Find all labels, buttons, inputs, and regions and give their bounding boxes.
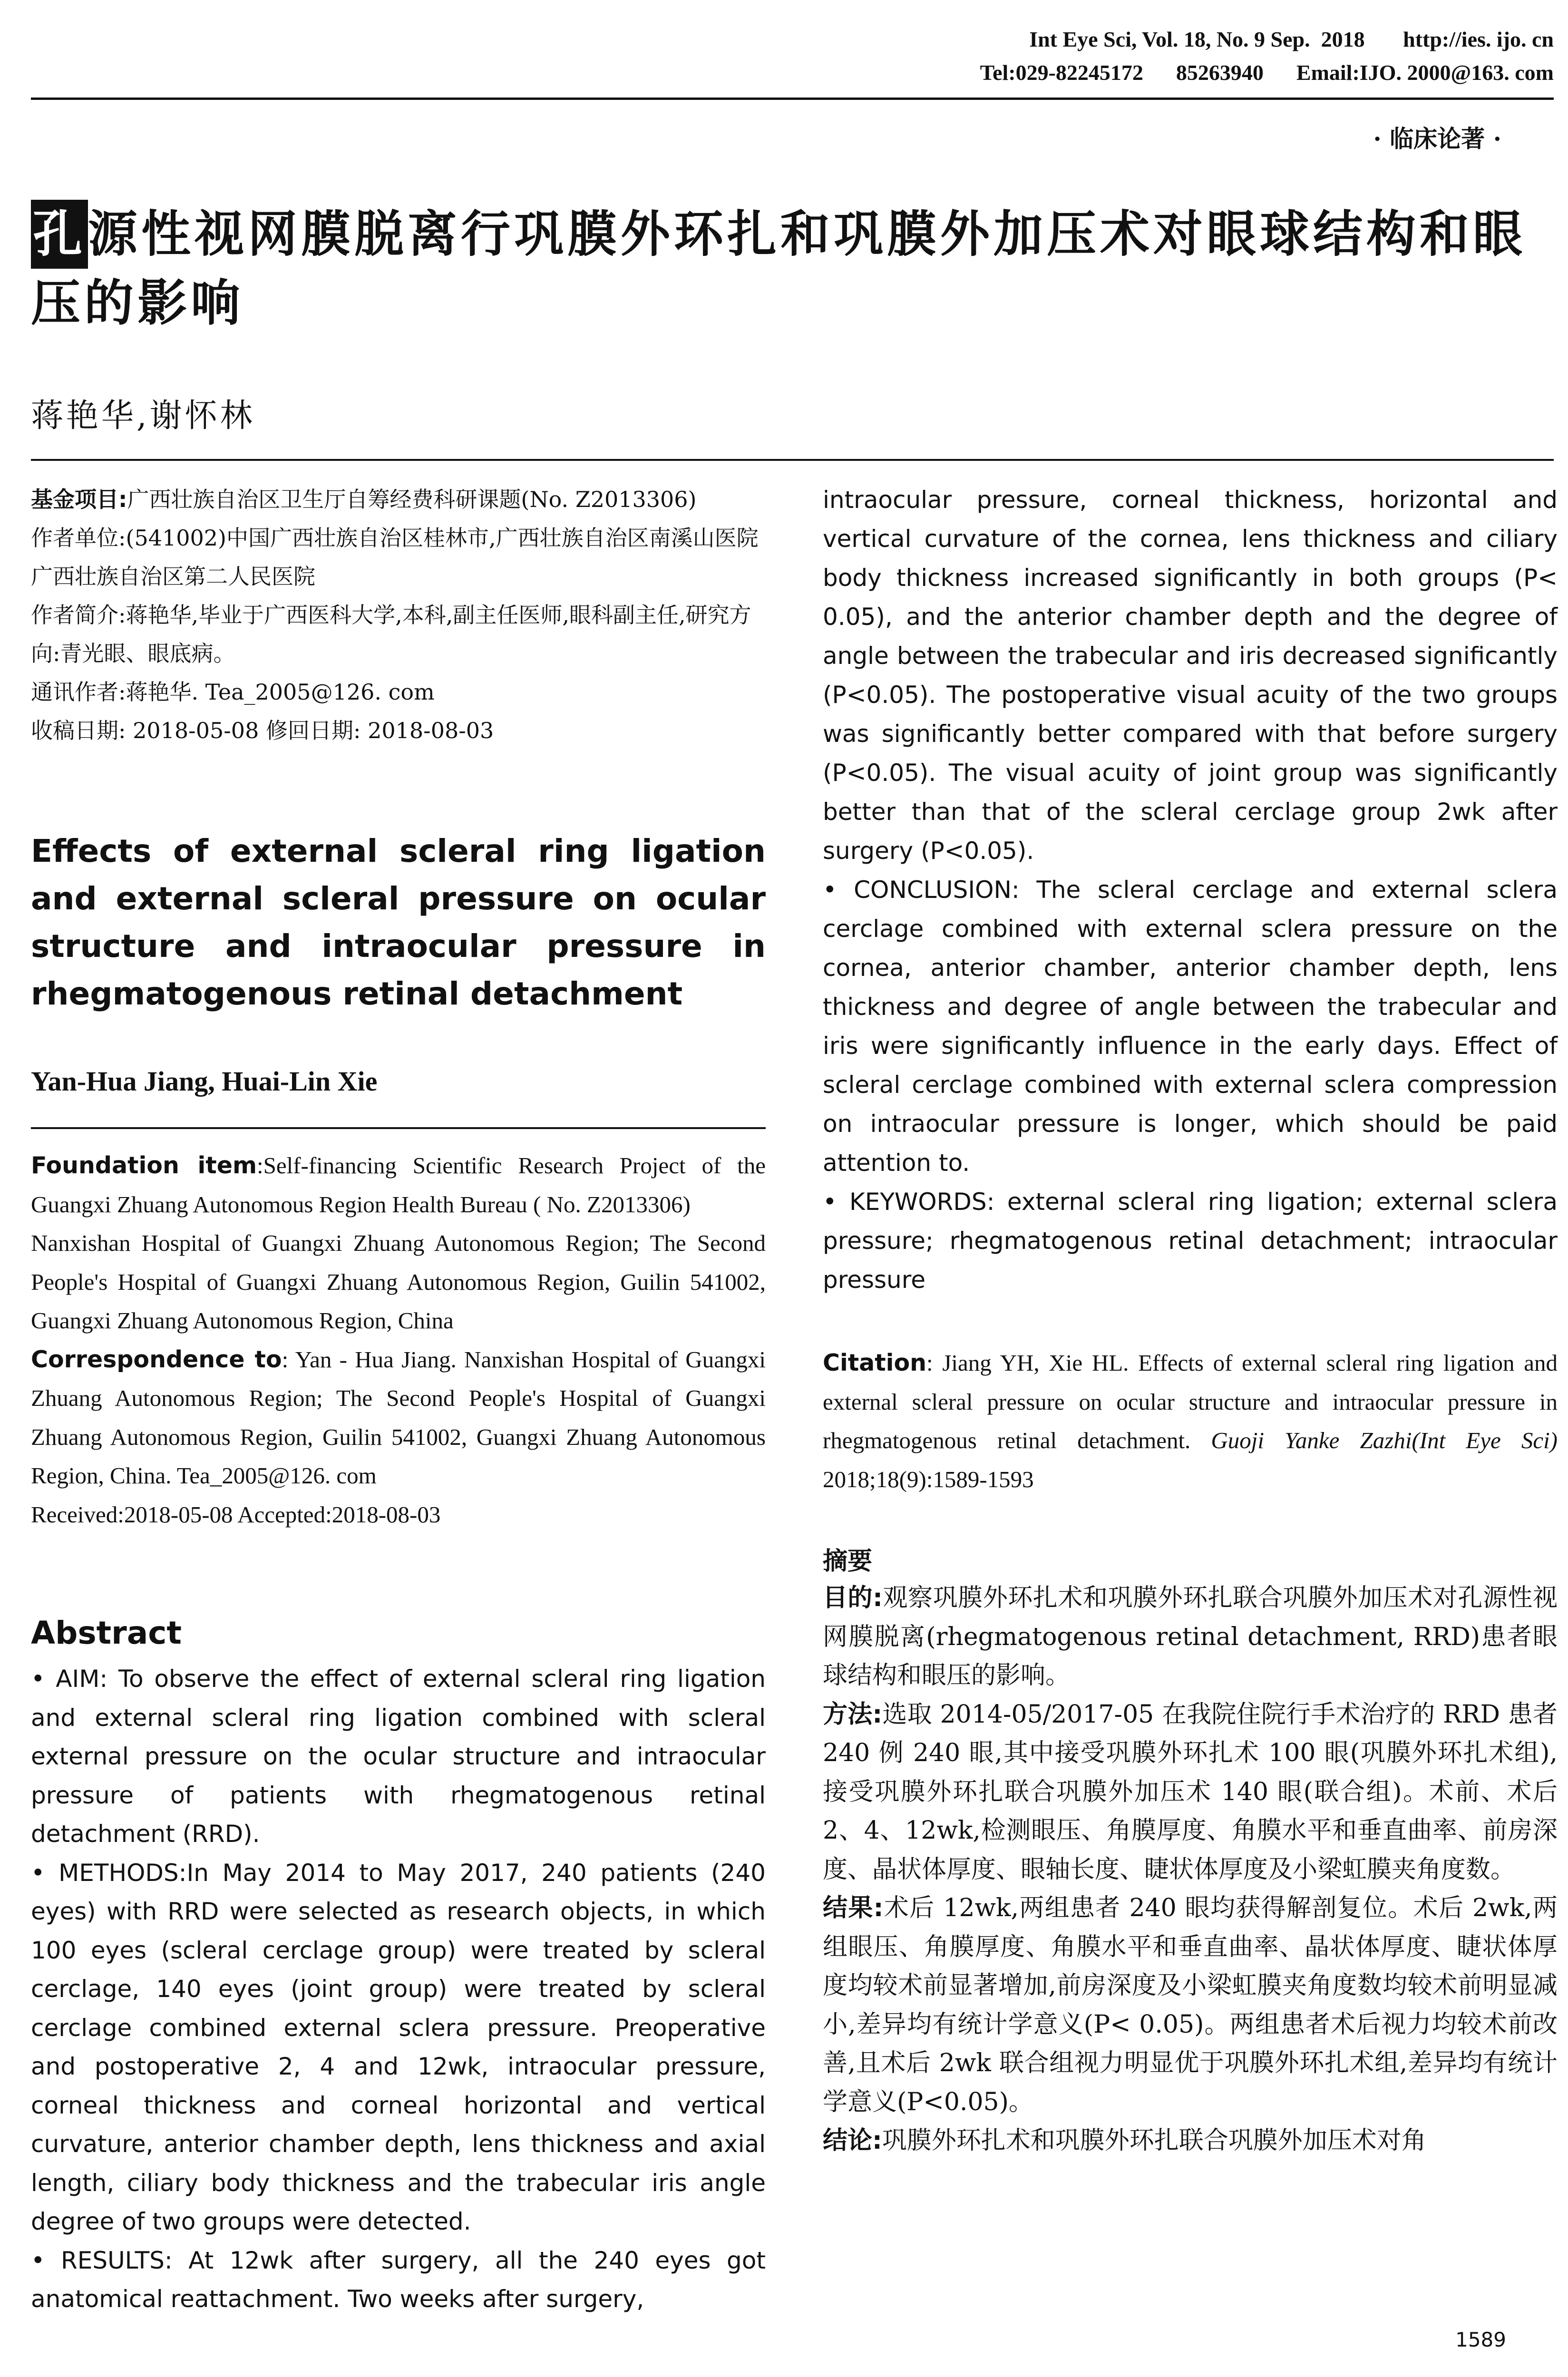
cn-objective-label: 目的: bbox=[823, 1584, 883, 1612]
citation-ref: 2018;18(9):1589-1593 bbox=[823, 1466, 1034, 1492]
page-number: 1589 bbox=[1455, 2328, 1506, 2351]
foundation-label: Foundation item bbox=[31, 1152, 257, 1179]
correspondence-text: : Yan - Hua Jiang. Nanxishan Hospital of Guangxi Zhuang Autonomous Region; The Second People's Hospital of Guangxi Zhuang Autonomous Region, Guilin 541002, Guangxi Zhuang Autonomous Region, China. Tea_2005@126. com bbox=[31, 1346, 766, 1489]
cn-objective: 观察巩膜外环扎术和巩膜外环扎联合巩膜外加压术对孔源性视网膜脱离(rhegmatogenous retinal detachment, RRD)患者眼球结构和眼压的影响。 bbox=[823, 1584, 1558, 1690]
abstract-methods: • METHODS:In May 2014 to May 2017, 240 patients (240 eyes) with RRD were selected as research objects, in which 100 eyes (scleral cerclage group) were treated by scleral cerclage, 140 eyes (joint group) were treated by scleral cerclage combined external sclera pressure. Preoperative and postoperative 2, 4 and 12wk, intraocular pressure, corneal thickness and corneal horizontal and vertical curvature, anterior chamber depth, lens thickness and axial length, ciliary body thickness and the trabecular iris angle degree of two groups were detected. bbox=[31, 1859, 766, 2235]
cn-abstract bbox=[823, 1579, 1558, 2161]
correspondence-label: Correspondence to bbox=[31, 1345, 282, 1373]
abstract-left bbox=[31, 1660, 766, 2319]
authors-cn: 蒋艳华,谢怀林 bbox=[31, 397, 255, 435]
corresponding-author: 通讯作者:蒋艳华. Tea_2005@126. com bbox=[31, 679, 435, 705]
dates-en: Received:2018-05-08 Accepted:2018-08-03 bbox=[31, 1501, 441, 1528]
abstract-right bbox=[823, 480, 1558, 1299]
authors-rule bbox=[31, 1127, 766, 1129]
cn-conclusion: 巩膜外环扎术和巩膜外环扎联合巩膜外加压术对角 bbox=[882, 2126, 1426, 2155]
cn-method: 选取 2014-05/2017-05 在我院住院行手术治疗的 RRD 患者 240 例 240 眼,其中接受巩膜外环扎术 100 眼(巩膜外环扎术组),接受巩膜外环扎联合巩膜外加压术 140 眼(联合组)。术前、术后 2、4、12wk,检测眼压、角膜厚度、角膜水平和垂直曲率、前房深度、晶状体厚度、眼轴长度、睫状体厚度及小梁虹膜夹角度数。 bbox=[823, 1700, 1558, 1884]
affiliation-en: Nanxishan Hospital of Guangxi Zhuang Autonomous Region; The Second People's Hospital of Guangxi Zhuang Autonomous Region, Guilin 541002, Guangxi Zhuang Autonomous Region, China bbox=[31, 1230, 766, 1334]
citation-label: Citation bbox=[823, 1349, 927, 1376]
paper-title-cn bbox=[31, 200, 1558, 338]
citation-text: : Jiang YH, Xie HL. Effects of external scleral ring ligation and external scleral pressure on ocular structure and intraocular pressure in rhegmatogenous retinal detachment. bbox=[823, 1350, 1558, 1453]
abstract-conclusion: • CONCLUSION: The scleral cerclage and external sclera cerclage combined with external sclera pressure on the cornea, anterior chamber, anterior chamber depth, lens thickness and degree of angle between the trabecular and iris were significantly influence in the early days. Effect of scleral cerclage combined with external sclera compression on intraocular pressure is longer, which should be paid attention to. bbox=[823, 876, 1558, 1177]
paper-title-en: Effects of external scleral ring ligation and external scleral pressure on ocular structure and intraocular pressure in rhegmatogenous retinal detachment bbox=[31, 833, 766, 1012]
cn-conclusion-label: 结论: bbox=[823, 2126, 882, 2155]
abstract-results-start: • RESULTS: At 12wk after surgery, all the 240 eyes got anatomical reattachment. Two weeks after surgery, bbox=[31, 2246, 766, 2313]
author-unit: 作者单位:(541002)中国广西壮族自治区桂林市,广西壮族自治区南溪山医院 广西壮族自治区第二人民医院 bbox=[31, 525, 759, 589]
cn-result: 术后 12wk,两组患者 240 眼均获得解剖复位。术后 2wk,两组眼压、角膜厚度、角膜水平和垂直曲率、晶状体厚度、睫状体厚度均较术前显著增加,前房深度及小梁虹膜夹角度数均较术前明显减小,差异均有统计学意义(P< 0.05)。两组患者术后视力均较术前改善,且术后 2wk 联合组视力明显优于巩膜外环扎术组,差异均有统计学意义(P<0.05)。 bbox=[823, 1894, 1558, 2116]
citation-journal: Guoji Yanke Zazhi(Int Eye Sci) bbox=[1211, 1427, 1558, 1453]
foundation-text: :Self-financing Scientific Research Project of the Guangxi Zhuang Autonomous Region Health Bureau ( No. Z2013306) bbox=[31, 1152, 766, 1218]
section-tag: · 临床论著 · bbox=[1373, 125, 1501, 153]
title-rest: 源性视网膜脱离行巩膜外环扎和巩膜外加压术对眼球结构和眼压的影响 bbox=[31, 205, 1527, 332]
authors-en: Yan-Hua Jiang, Huai-Lin Xie bbox=[31, 1066, 378, 1097]
title-first-char: 孔 bbox=[31, 200, 88, 269]
abstract-keywords: • KEYWORDS: external scleral ring ligation; external sclera pressure; rhegmatogenous retinal detachment; intraocular pressure bbox=[823, 1188, 1558, 1294]
citation bbox=[823, 1344, 1558, 1499]
title-rule bbox=[31, 459, 1554, 461]
fund-info-cn bbox=[31, 480, 766, 750]
cn-result-label: 结果: bbox=[823, 1894, 884, 1922]
cn-method-label: 方法: bbox=[823, 1700, 883, 1729]
header-rule bbox=[31, 97, 1554, 100]
abstract-aim: • AIM: To observe the effect of external scleral ring ligation and external scleral ring ligation combined with scleral external pressure on the ocular structure and intraocular pressure of patients with rhegmatogenous retinal detachment (RRD). bbox=[31, 1665, 766, 1848]
author-bio: 作者简介:蒋艳华,毕业于广西医科大学,本科,副主任医师,眼科副主任,研究方向:青光眼、眼底病。 bbox=[31, 602, 751, 666]
abstract-results-cont: intraocular pressure, corneal thickness, horizontal and vertical curvature of the cornea, lens thickness and ciliary body thickness increased significantly in both groups (P< 0.05), and the anterior chamber depth and the degree of angle between the trabecular and iris decreased significantly (P<0.05). The postoperative visual acuity of the two groups was significantly better compared with that before surgery (P<0.05). The visual acuity of joint group was significantly better than that of the scleral cerclage group 2wk after surgery (P<0.05). bbox=[823, 486, 1558, 865]
journal-header-line1: Int Eye Sci, Vol. 18, No. 9 Sep. 2018 http://ies. ijo. cn bbox=[1029, 27, 1554, 51]
journal-header-line2: Tel:029-82245172 85263940 Email:IJO. 2000@163. com bbox=[980, 60, 1554, 85]
cn-abstract-heading: 摘要 bbox=[823, 1547, 873, 1576]
dates-cn: 收稿日期: 2018-05-08 修回日期: 2018-08-03 bbox=[31, 718, 494, 743]
fund-label: 基金项目: bbox=[31, 487, 127, 512]
fund-text: 广西壮族自治区卫生厅自筹经费科研课题(No. Z2013306) bbox=[127, 487, 697, 512]
foundation-en bbox=[31, 1146, 766, 1534]
abstract-heading: Abstract bbox=[31, 1615, 182, 1651]
